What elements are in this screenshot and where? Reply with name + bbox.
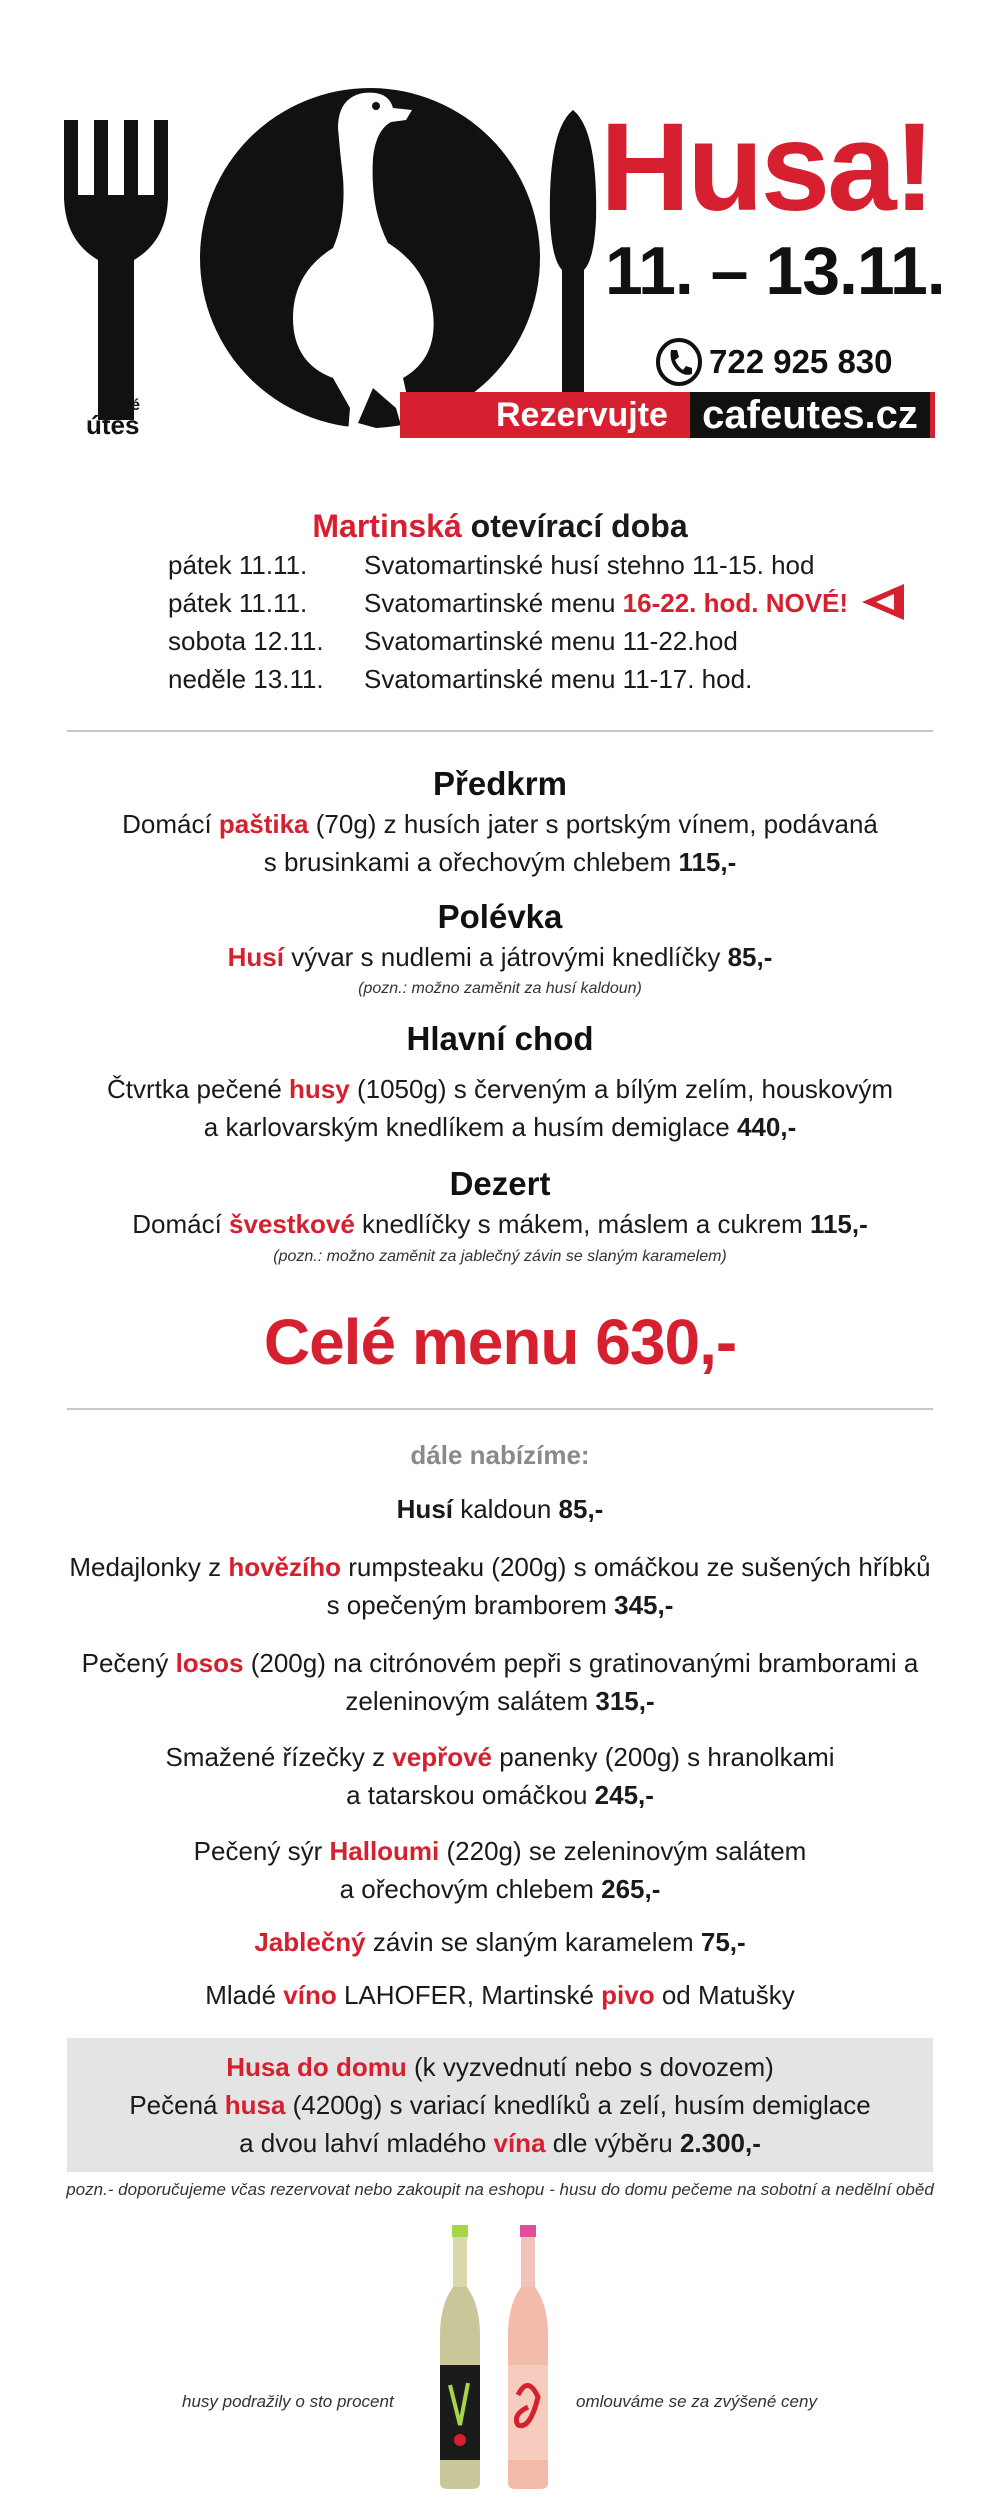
text-fragment: (200g) na citrónovém pepři s gratinovanými bramborami a	[243, 1648, 919, 1678]
divider	[67, 1408, 933, 1410]
offer-item	[50, 1923, 950, 1961]
hours-text: Svatomartinské menu	[364, 588, 623, 618]
hours-day: sobota 12.11.	[168, 626, 324, 656]
text-fragment: závin se slaným karamelem	[365, 1927, 701, 1957]
dish-highlight: husy	[289, 1074, 350, 1104]
hours-heading-highlight: Martinská	[312, 508, 462, 544]
text-fragment: Domácí	[132, 1209, 230, 1239]
dessert-description	[50, 1205, 950, 1243]
page-title: Husa!	[600, 98, 933, 237]
hours-row	[168, 626, 738, 657]
text-fragment: dle výběru	[545, 2128, 680, 2158]
dish-highlight: husa	[224, 2090, 286, 2120]
footnote: pozn.- doporučujeme včas rezervovat nebo zakoupit na eshopu - husu do domu pečeme na sobotní a nedělní oběd	[66, 2180, 934, 2199]
text-fragment: a karlovarským knedlíkem a husím demiglace	[203, 1112, 737, 1142]
text-fragment: (70g) z husích jater s portským vínem, podávaná	[308, 809, 878, 839]
hours-text: Svatomartinské menu 11-22.hod	[364, 626, 738, 656]
reserve-label: Rezervujte	[496, 396, 668, 434]
text-fragment: LAHOFER, Martinské	[336, 1980, 602, 2010]
dish-highlight: paštika	[218, 809, 309, 839]
cafe-logo	[86, 398, 140, 438]
text-fragment: panenky (200g) s hranolkami	[492, 1742, 835, 1772]
price: 315,-	[595, 1686, 655, 1716]
dish-highlight: Halloumi	[329, 1836, 440, 1866]
home-delivery-title: Husa do domu	[226, 2052, 407, 2082]
text-fragment: Domácí	[122, 809, 219, 839]
text-fragment: (1050g) s červeným a bílým zelím, houskovým	[349, 1074, 894, 1104]
text-fragment: (k vyzvednutí nebo s dovozem)	[406, 2052, 774, 2082]
dish-highlight: pivo	[601, 1980, 655, 2010]
text-fragment: s opečeným bramborem	[326, 1590, 615, 1620]
dish-highlight: vína	[493, 2128, 546, 2158]
price-note-left: husy podražily o sto procent	[182, 2392, 394, 2411]
text-fragment: s brusinkami a ořechovým chlebem	[263, 847, 679, 877]
price: 85,-	[727, 942, 773, 972]
price: 265,-	[601, 1874, 661, 1904]
logo-small-text: café	[108, 397, 141, 414]
text-fragment: Medajlonky z	[69, 1552, 229, 1582]
price-note-right: omlouváme se za zvýšené ceny	[576, 2392, 817, 2411]
rose-wine-bottle-icon	[508, 2225, 548, 2489]
hours-day: pátek 11.11.	[168, 550, 308, 580]
knife-icon	[548, 110, 598, 430]
text-fragment: Pečený sýr	[193, 1836, 330, 1866]
offer-item	[50, 1548, 950, 1624]
hours-heading-text: otevírací doba	[461, 508, 688, 544]
text-fragment: zeleninovým salátem	[345, 1686, 596, 1716]
text-fragment: a dvou lahví mladého	[239, 2128, 494, 2158]
dish-highlight: víno	[283, 1980, 337, 2010]
main-description	[50, 1070, 950, 1146]
text-fragment: knedlíčky s mákem, máslem a cukrem	[354, 1209, 810, 1239]
soup-heading: Polévka	[437, 898, 563, 935]
hours-text: Svatomartinské husí stehno 11-15. hod	[364, 550, 815, 580]
phone-icon	[655, 337, 703, 387]
fork-icon	[64, 120, 174, 420]
offer-item	[50, 1490, 950, 1528]
price: 2.300,-	[679, 2128, 761, 2158]
dish-highlight: hovězího	[228, 1552, 341, 1582]
text-fragment: Husí	[396, 1494, 453, 1524]
soup-description	[50, 938, 950, 976]
dish-highlight: vepřové	[392, 1742, 493, 1772]
dish-highlight: Jablečný	[254, 1927, 366, 1957]
white-wine-bottle-icon	[440, 2225, 480, 2489]
dessert-note: (pozn.: možno zaměnit za jablečný závin se slaným karamelem)	[273, 1248, 727, 1265]
offer-heading: dále nabízíme:	[410, 1440, 590, 1470]
hours-day: pátek 11.11.	[168, 588, 308, 618]
goose-plate-illustration	[198, 78, 543, 440]
starter-description	[50, 805, 950, 881]
hours-heading	[0, 508, 1000, 545]
menu-total-price: Celé menu 630,-	[263, 1306, 737, 1378]
text-fragment: od Matušky	[654, 1980, 795, 2010]
phone-number: 722 925 830	[709, 343, 893, 380]
event-dates: 11. – 13.11.	[605, 233, 945, 309]
wine-bottles-image	[438, 2225, 562, 2490]
price: 345,-	[614, 1590, 674, 1620]
text-fragment: Smažené řízečky z	[165, 1742, 393, 1772]
price: 440,-	[736, 1112, 797, 1142]
home-delivery-box	[67, 2038, 933, 2172]
home-delivery-text	[67, 2048, 933, 2162]
price: 85,-	[558, 1494, 604, 1524]
header	[0, 0, 1000, 440]
text-fragment: (220g) se zeleninovým salátem	[439, 1836, 807, 1866]
hours-row	[168, 550, 814, 581]
dish-highlight: Husí	[227, 942, 284, 972]
dish-highlight: švestkové	[229, 1209, 355, 1239]
divider	[67, 730, 933, 732]
text-fragment: vývar s nudlemi a játrovými knedlíčky	[283, 942, 728, 972]
price: 245,-	[594, 1780, 654, 1810]
hours-highlight: 16-22. hod. NOVÉ!	[622, 588, 849, 618]
offer-item	[50, 1832, 950, 1908]
text-fragment: (4200g) s variací knedlíků a zelí, husím demiglace	[285, 2090, 871, 2120]
new-arrow-icon	[860, 582, 906, 622]
offer-item	[50, 1738, 950, 1814]
website-link[interactable]: cafeutes.cz	[690, 392, 930, 438]
hours-row	[168, 588, 848, 619]
logo-big-text: útes	[86, 410, 140, 440]
starter-heading: Předkrm	[433, 765, 567, 802]
text-fragment: Pečený	[81, 1648, 176, 1678]
text-fragment: a tatarskou omáčkou	[346, 1780, 595, 1810]
main-heading: Hlavní chod	[406, 1020, 594, 1057]
hours-day: neděle 13.11.	[168, 664, 324, 694]
text-fragment: Čtvrtka pečené	[106, 1074, 290, 1104]
text-fragment: a ořechovým chlebem	[339, 1874, 602, 1904]
text-fragment: Mladé	[205, 1980, 284, 2010]
soup-note: (pozn.: možno zaměnit za husí kaldoun)	[358, 980, 642, 997]
offer-item	[50, 1644, 950, 1720]
phone-contact[interactable]	[655, 335, 893, 389]
text-fragment: kaldoun	[453, 1494, 559, 1524]
price: 115,-	[809, 1209, 868, 1239]
dish-highlight: losos	[175, 1648, 244, 1678]
hours-text: Svatomartinské menu 11-17. hod.	[364, 664, 753, 694]
text-fragment: rumpsteaku (200g) s omáčkou ze sušených hříbků	[341, 1552, 931, 1582]
price: 115,-	[678, 847, 737, 877]
offer-item	[50, 1976, 950, 2014]
text-fragment: Pečená	[129, 2090, 225, 2120]
reservation-banner[interactable]	[400, 392, 935, 438]
hours-row	[168, 664, 752, 695]
price: 75,-	[700, 1927, 746, 1957]
dessert-heading: Dezert	[449, 1165, 551, 1202]
